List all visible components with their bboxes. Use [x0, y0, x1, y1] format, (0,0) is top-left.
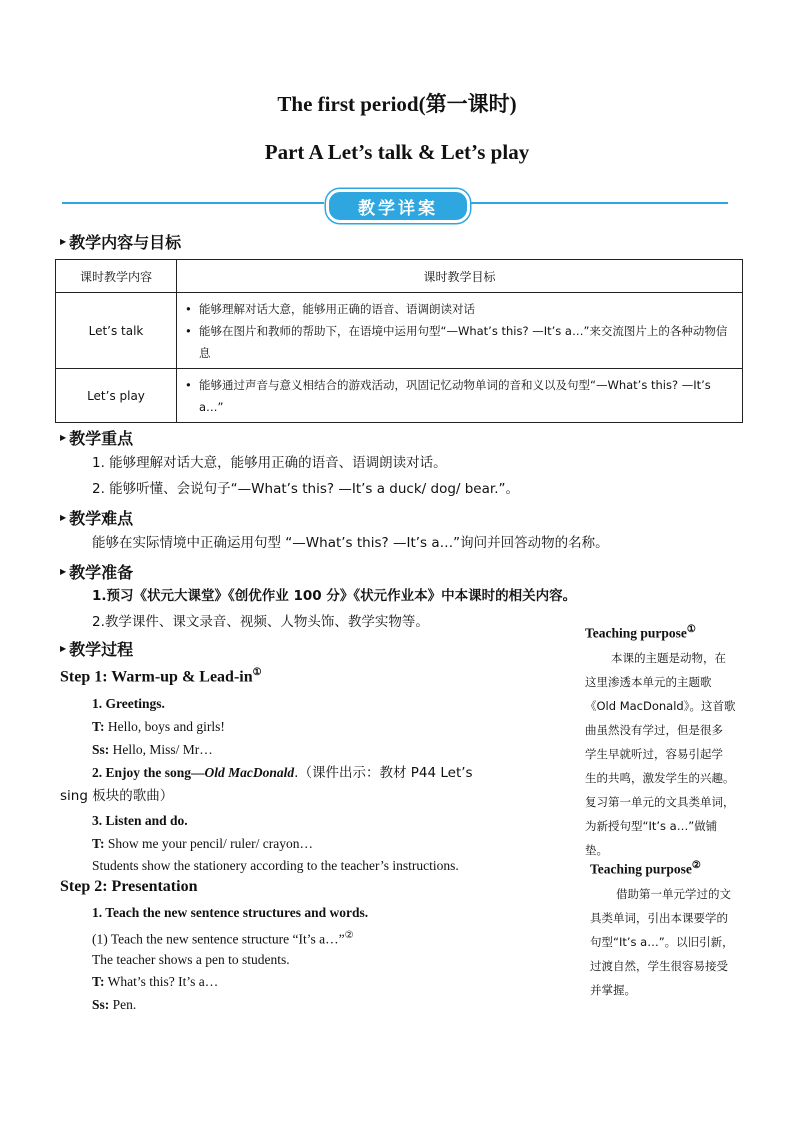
goal-item: • 能够理解对话大意，能够用正确的语音、语调朗读对话	[185, 301, 475, 316]
difficulty-text: 能够在实际情境中正确运用句型 “—What’s this? —It’s a…”询问并回答动物的名称。	[92, 535, 609, 551]
dialogue-line: T: What’s this? It’s a…	[92, 974, 219, 989]
goal-item: • 能够通过声音与意义相结合的游戏活动，巩固记忆动物单词的音和义以及句型“—What’s this? —It’s a…”	[185, 377, 711, 414]
section-badge: 教学详案	[326, 189, 470, 223]
triangle-bullet-icon: ▶	[60, 567, 67, 576]
divider-left	[62, 202, 324, 204]
key-points-heading: ▶ 教学重点	[60, 429, 134, 448]
table-cell-goals	[177, 369, 743, 423]
table-cell-content: Let’s play	[56, 369, 177, 423]
table-header-row	[56, 260, 743, 293]
table-row	[56, 293, 743, 369]
objectives-heading	[60, 230, 181, 253]
difficulties-heading: ▶ 教学难点	[60, 509, 134, 528]
preparation-heading: ▶ 教学准备	[60, 563, 134, 582]
song-line-2: sing 板块的歌曲）	[60, 788, 174, 804]
sidebar-note-1	[585, 624, 763, 862]
greetings-title: 1. Greetings.	[92, 696, 165, 711]
goal-item: • 能够在图片和教师的帮助下，在语境中运用句型“—What’s this? —It’s a…”来交流图片上的各种动物信息	[185, 323, 728, 360]
preparation-2: 2.教学课件、课文录音、视频、人物头饰、教学实物等。	[92, 614, 429, 630]
dialogue-line: T: Show me your pencil/ ruler/ crayon…	[92, 836, 313, 851]
dialogue-line: T: Hello, boys and girls!	[92, 719, 225, 734]
step2-title: Step 2: Presentation	[60, 878, 198, 895]
triangle-bullet-icon: ▶	[60, 644, 67, 653]
dialogue-line: Ss: Pen.	[92, 997, 137, 1012]
divider-right	[466, 202, 728, 204]
process-heading: ▶ 教学过程	[60, 640, 134, 659]
triangle-bullet-icon: ▶	[60, 513, 67, 522]
page-title: The first period(第一课时)	[277, 92, 517, 116]
triangle-bullet-icon: ▶	[60, 237, 67, 246]
sidebar-note-title: Teaching purpose①	[585, 624, 696, 641]
sidebar-note-2	[590, 860, 768, 1002]
page-subtitle: Part A Let’s talk & Let’s play	[264, 140, 530, 164]
key-point-1: 1. 能够理解对话大意，能够用正确的语音、语调朗读对话。	[92, 455, 447, 471]
sidebar-note-body: 借助第一单元学过的文 具类单词，引出本课要学的 句型“It’s a…”。以旧引新， 过渡自然，学生很容易接受 并掌握。	[590, 886, 734, 997]
teach-title: 1. Teach the new sentence structures and words.	[92, 905, 369, 920]
sidebar-note-title: Teaching purpose②	[590, 860, 701, 877]
table-header-content: 课时教学内容	[56, 260, 177, 293]
triangle-bullet-icon: ▶	[60, 433, 67, 442]
preparation-1: 1.预习《状元大课堂》《创优作业 100 分》《状元作业本》中本课时的相关内容。	[92, 588, 577, 604]
table-header-goals: 课时教学目标	[177, 260, 743, 293]
key-point-2: 2. 能够听懂、会说句子“—What’s this? —It’s a duck/ dog/ bear.”。	[92, 481, 519, 497]
table-cell-goals	[177, 293, 743, 369]
students-line: Students show the stationery according to the teacher’s instructions.	[92, 858, 459, 873]
sidebar-note-body: 本课的主题是动物，在 这里渗透本单元的主题歌 《Old MacDonald》。这首歌 曲虽然没有学过，但是很多 学生早就听过，容易引起学 生的共鸣，激发学生的兴趣。 复习第一单元的文具类单词， 为新授句型“It’s a…”做铺 垫。	[585, 650, 736, 857]
listen-title: 3. Listen and do.	[92, 813, 188, 828]
teach-sub: (1) Teach the new sentence structure “It’s a…”②	[92, 930, 354, 947]
song-line: 2. Enjoy the song—Old MacDonald.（课件出示：教材 P44 Let’s	[92, 765, 473, 781]
shows-line: The teacher shows a pen to students.	[92, 952, 290, 967]
table-row	[56, 369, 743, 423]
objectives-table	[55, 259, 743, 423]
step1-title: Step 1: Warm-up & Lead-in①	[60, 667, 262, 686]
dialogue-line: Ss: Hello, Miss/ Mr…	[92, 742, 213, 757]
table-cell-content: Let’s talk	[56, 293, 177, 369]
objectives-heading-text: 教学内容与目标	[69, 233, 182, 252]
